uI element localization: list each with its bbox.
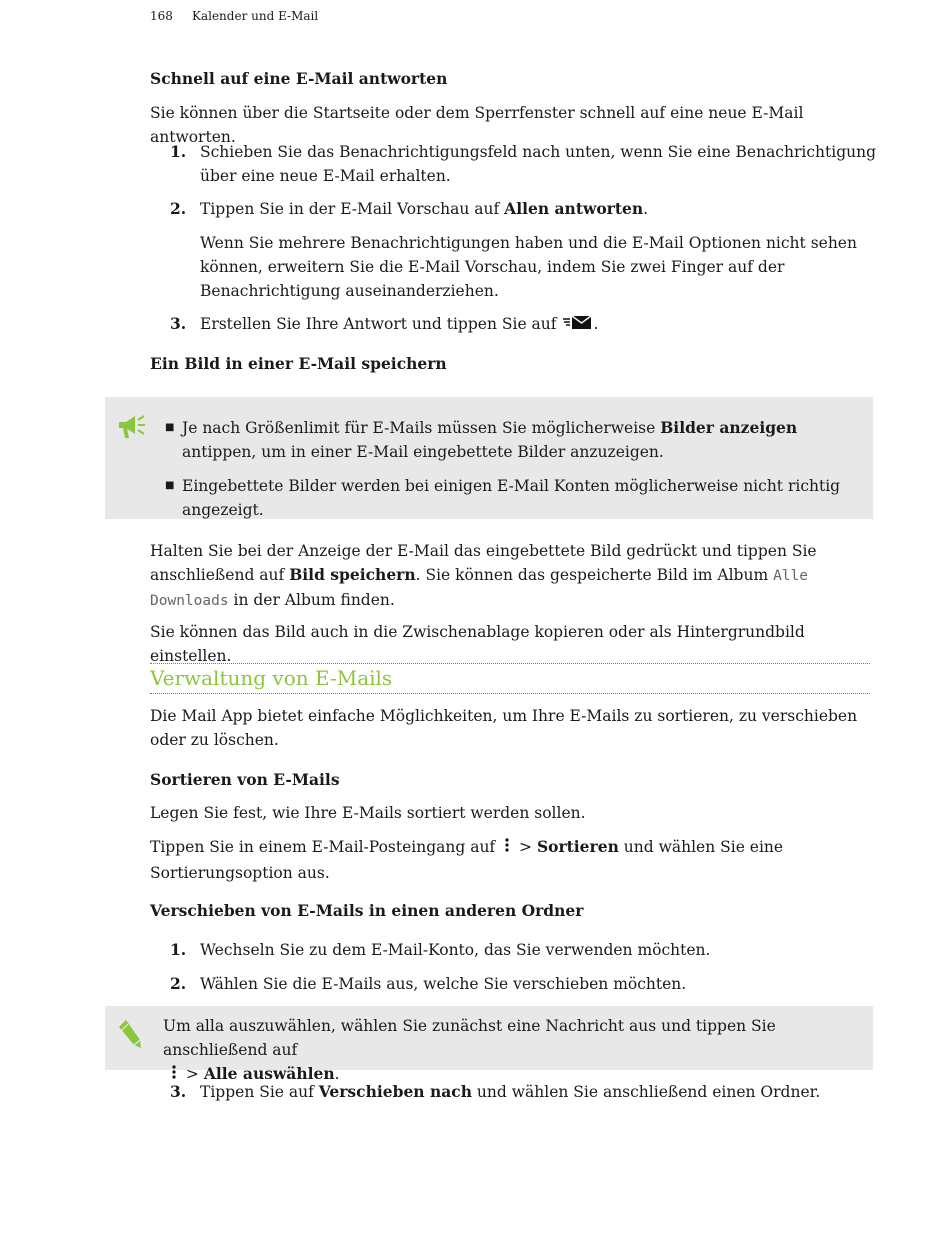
sort-paragraph-2: Tippen Sie in einem E-Mail-Posteingang auf > Sortieren und wählen Sie eine Sortierungsoption aus. [150,837,784,882]
tip-item: Je nach Größenlimit für E-Mails müssen Sie möglicherweise Bilder anzeigen antippen, um in einer E-Mail eingebettete Bilder anzuzeigen. [182,418,798,461]
pencil-note-icon [116,1017,146,1060]
bullet-marker: ■ [165,422,175,433]
step-text: Erstellen Sie Ihre Antwort und tippen Sie auf . [200,312,880,338]
save-image-paragraph-2: Sie können das Bild auch in die Zwischenablage kopieren oder als Hintergrundbild einstellen. [150,623,805,665]
step-number: 1. [170,940,187,959]
step-number: 3. [170,1082,187,1101]
ui-term: Allen antworten [504,199,644,218]
section-rule-top [150,663,870,664]
bullet-marker: ■ [165,480,175,491]
step-number: 1. [170,142,187,161]
album-name: Alle Downloads [150,568,808,609]
quick-reply-intro: Sie können über die Startseite oder dem Sperrfenster schnell auf eine neue E-Mail antworten. [150,104,804,146]
step-text: Wählen Sie die E-Mails aus, welche Sie verschieben möchten. [200,975,687,993]
section-rule-bottom [150,693,870,694]
more-vertical-icon [500,836,514,861]
step-text: Tippen Sie in der E-Mail Vorschau auf Allen antworten. [200,199,649,218]
page-number: 168 [150,9,173,23]
sort-paragraph-1: Legen Sie fest, wie Ihre E-Mails sortiert werden sollen. [150,804,586,822]
heading-quick-reply: Schnell auf eine E-Mail antworten [150,69,448,88]
note-text: Um alla auszuwählen, wählen Sie zunächst eine Nachricht aus und tippen Sie anschließend auf > Alle auswählen. [163,1014,863,1088]
section-title: Verwaltung von E-Mails [150,666,393,690]
megaphone-icon [116,411,148,448]
step-text: Wechseln Sie zu dem E-Mail-Konto, das Sie verwenden möchten. [200,941,711,959]
heading-sort: Sortieren von E-Mails [150,770,340,789]
step-note: Wenn Sie mehrere Benachrichtigungen haben und die E-Mail Optionen nicht sehen können, erweitern Sie die E-Mail Vorschau, indem Sie zwei Finger auf der Benachrichtigung auseinanderziehen. [200,234,857,300]
step-text: Schieben Sie das Benachrichtigungsfeld nach unten, wenn Sie eine Benachrichtigung über eine neue E-Mail erhalten. [200,143,876,185]
send-mail-icon [561,313,593,338]
step-text: Tippen Sie auf Verschieben nach und wählen Sie anschließend einen Ordner. [200,1082,821,1101]
step-number: 2. [170,199,187,218]
step-number: 3. [170,314,187,333]
section-intro: Die Mail App bietet einfache Möglichkeiten, um Ihre E-Mails zu sortieren, zu verschieben oder zu löschen. [150,707,858,749]
chapter-title: Kalender und E-Mail [192,9,319,23]
page-header [150,9,318,23]
heading-save-image: Ein Bild in einer E-Mail speichern [150,354,447,373]
save-image-paragraph: Halten Sie bei der Anzeige der E-Mail das eingebettete Bild gedrückt und tippen Sie anschließend auf Bild speichern. Sie können das gespeicherte Bild im Album Alle Downloads in der Album finden. [150,542,817,609]
tip-item: Eingebettete Bilder werden bei einigen E-Mail Konten möglicherweise nicht richtig angezeigt. [182,477,841,519]
step-number: 2. [170,974,187,993]
heading-move: Verschieben von E-Mails in einen anderen Ordner [150,901,584,920]
